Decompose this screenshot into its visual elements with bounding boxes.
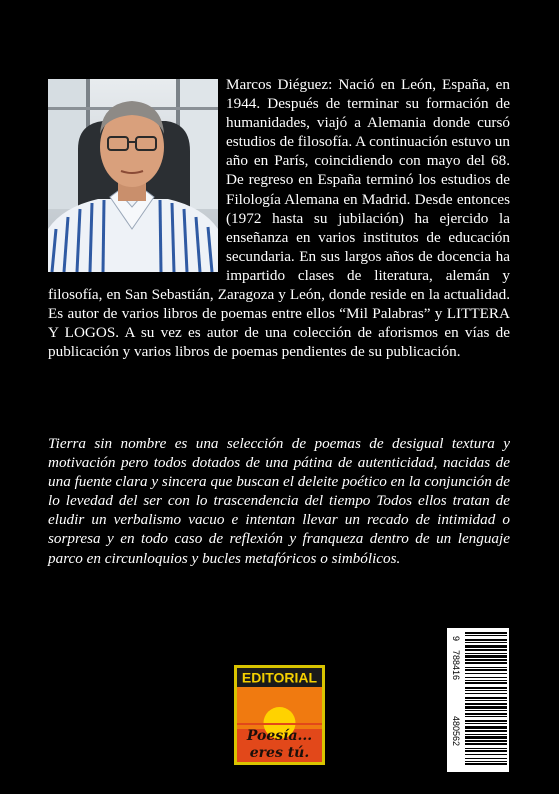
barcode-bar [465,649,507,651]
barcode-lead-digit: 9 [451,636,461,642]
barcode-bar [465,743,507,745]
logo-line1-text: Poesía... [246,728,313,744]
barcode-bar [465,690,507,691]
barcode-bar [465,673,507,674]
barcode-bar [465,635,507,636]
barcode-bar [465,632,507,634]
barcode-bar [465,697,507,699]
barcode-bar [465,710,507,711]
barcode-bar [465,763,507,765]
barcode-bar [465,687,507,689]
barcode-bar [465,682,507,684]
barcode-bar [465,761,507,762]
barcode-bar [465,667,507,668]
barcode-bar [465,750,507,752]
author-bio-text: Marcos Diéguez: Nació en León, España, en 1944. Después de terminar su formación de humanidades, viajó a Alemania donde cursó estudios de filosofía. A continuación estuvo un año en París, coincidiendo con mayo del 68. De regreso en España terminó los estudios de Filología Alemana en Madrid. Desde entonces (1972 hasta su jubilación) ha ejercido la enseñanza en varios institutos de educación secundaria. En sus largos años de docencia ha impartido clases de literatura, alemán y filosofía, en San Sebastián, Zaragoza y León, donde reside en la actualidad. Es autor de varios libros de poemas entre ellos “Mil Palabras” y LITTERA Y LOGOS. A su vez es autor de una colección de aforismos en vías de publicación y varios libros de poemas pendientes de su publicación. [48,76,510,361]
publisher-logo-graphic [234,665,325,765]
barcode-bar [465,758,507,759]
barcode-bar [465,736,507,739]
barcode-bar [465,723,507,724]
barcode-bar [465,659,507,661]
barcode-bar [465,653,507,654]
barcode-bar [465,716,507,717]
publisher-logo [234,665,325,765]
barcode-bar [465,700,507,701]
logo-editorial-text: EDITORIAL [241,669,318,686]
barcode-digits-group2: 480562 [451,716,461,747]
barcode-bar [465,693,507,694]
barcode-bar [465,748,507,749]
barcode-digits-group1: 788416 [451,650,461,681]
barcode-bar [465,754,507,755]
barcode-graphic [447,628,509,772]
isbn-barcode [447,628,509,772]
barcode-bar [465,669,507,671]
barcode-bar [465,734,507,735]
barcode-bar [465,639,507,641]
barcode-bar [465,677,507,678]
barcode-bar [465,720,507,722]
book-synopsis: Tierra sin nombre es una selección de poemas de desigual textura y motivación pero todos dotados de una pátina de autenticidad, nacidas de una fuente clara y sincera que buscan el deleite poético en la conjunción de lo levedad del ser con lo trascendencia del tiempo Todos ellos tratan de eludir un verbalismo vacuo e intentan llevar un recado de intimidad o sorpresa y en todo caso de reflexión y franqueza dentro de un lenguaje parco en circunloquios y bucles metafóricos o simbólicos. [48,435,510,567]
barcode-bar [465,706,507,709]
barcode-bar [465,662,507,664]
barcode-bar [465,726,507,729]
barcode-bar [465,703,507,705]
barcode-bar [465,740,507,742]
barcode-bar [465,713,507,715]
barcode-bar [465,642,507,643]
barcode-bar [465,730,507,732]
logo-line2-text: eres tú. [249,745,310,761]
author-bio [48,75,510,361]
barcode-bar [465,680,507,681]
barcode-bar [465,645,507,648]
barcode-bar [465,655,507,658]
photo-wrap-spacer [48,75,226,277]
